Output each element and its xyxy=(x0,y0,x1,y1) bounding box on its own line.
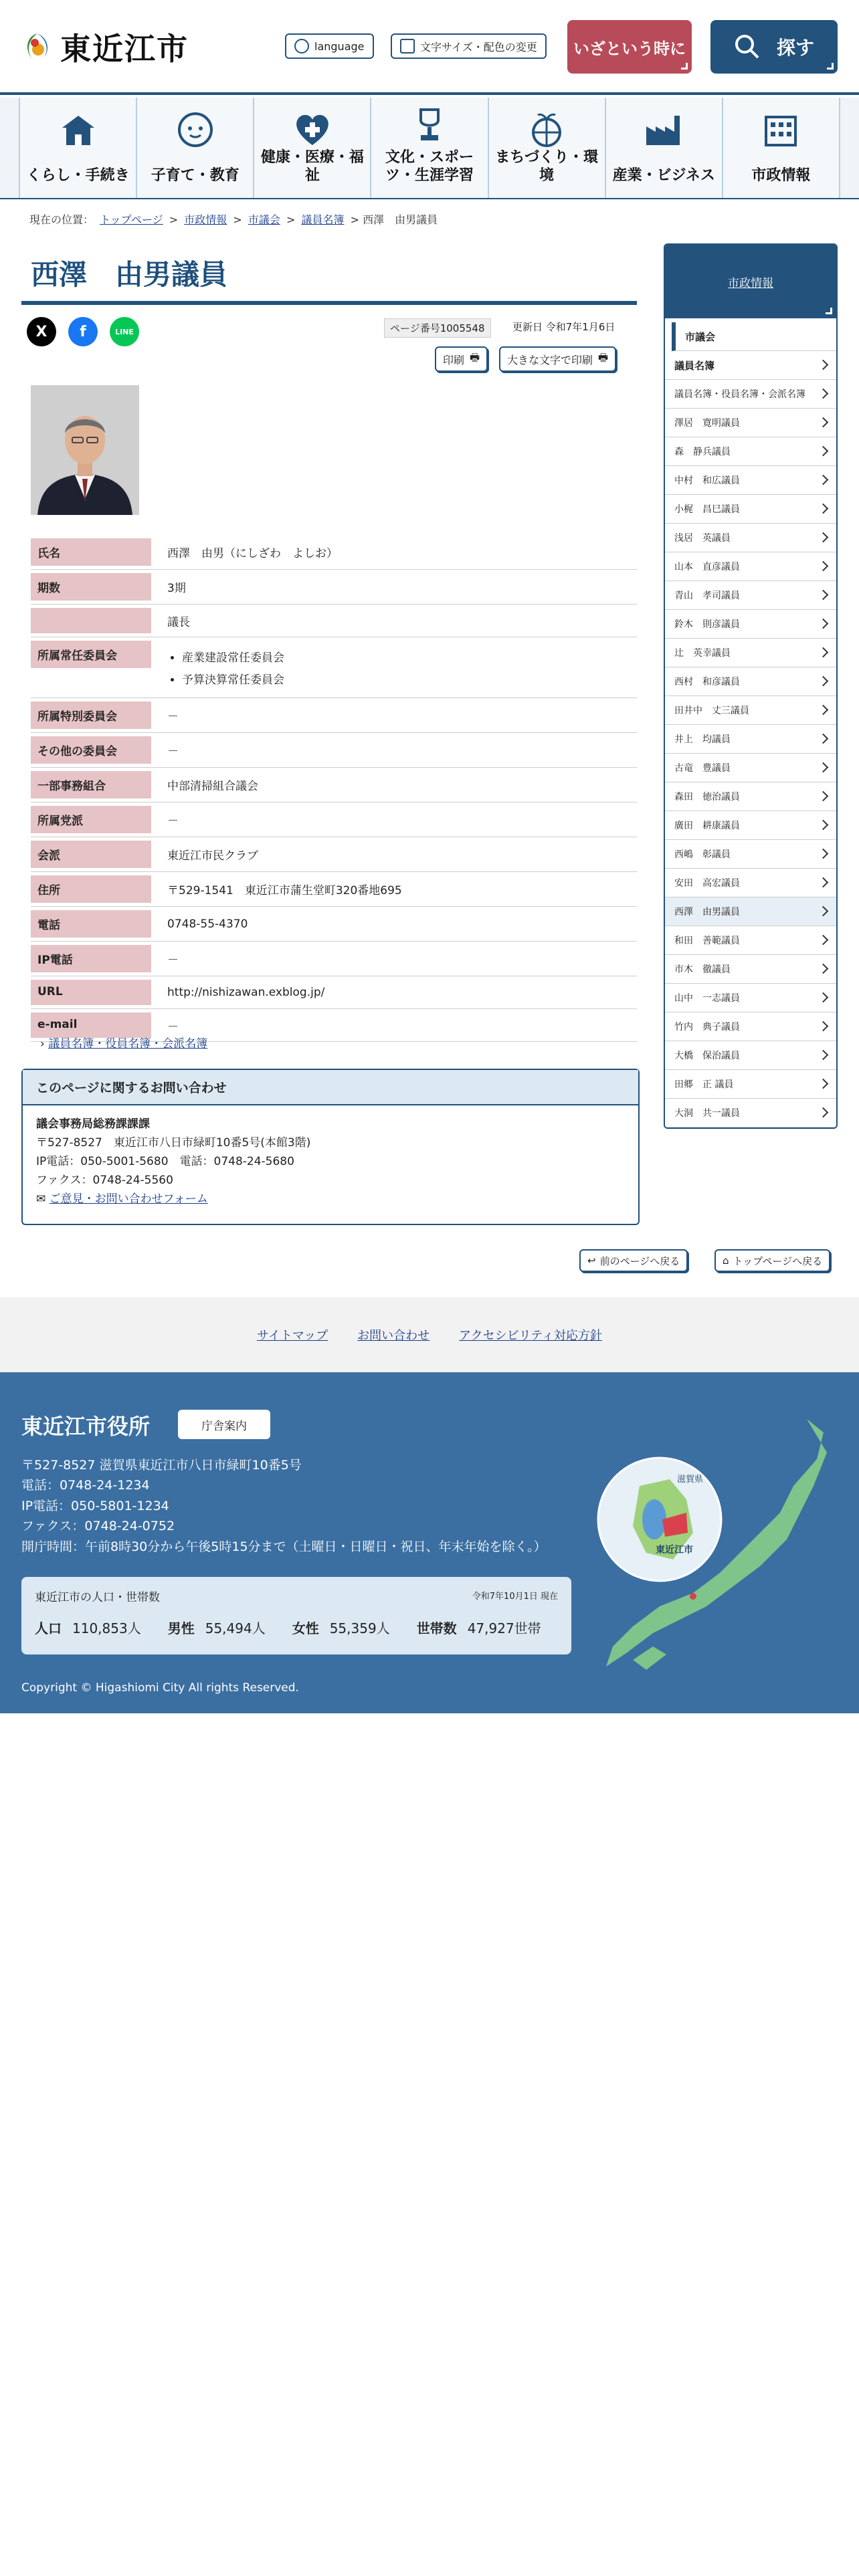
search-label: 探す xyxy=(776,37,814,59)
sidebar-item[interactable]: 古竜 豊議員 xyxy=(665,754,836,782)
population-households: 47,927世帯 xyxy=(467,1620,541,1636)
house-icon xyxy=(58,111,98,148)
profile-value: 〒529-1541 東近江市蒲生堂町320番地695 xyxy=(167,884,402,897)
share-buttons xyxy=(27,317,139,346)
profile-row xyxy=(31,768,637,802)
gnav-label: 市政情報 xyxy=(751,167,811,184)
profile-key: 住所 xyxy=(31,875,151,903)
profile-key: 期数 xyxy=(31,573,151,601)
textsize-button[interactable] xyxy=(391,33,547,59)
footer-links xyxy=(0,1297,859,1372)
roster-link-text[interactable]: 議員名簿・役員名簿・会派名簿 xyxy=(48,1037,208,1051)
footer-city-office: 東近江市役所 xyxy=(21,1414,151,1439)
profile-key: 一部事務組合 xyxy=(31,771,151,798)
footer-fax: ファクス：0748-24-0752 xyxy=(21,1519,175,1534)
building-icon xyxy=(761,111,801,148)
contact-dept: 議会事務局総務課課課 xyxy=(36,1117,150,1131)
profile-key: 電話 xyxy=(31,910,151,938)
footer-address-block xyxy=(21,1455,547,1557)
sidebar-item[interactable]: 竹内 典子議員 xyxy=(665,1012,836,1041)
profile-key: IP電話 xyxy=(31,945,151,972)
sidebar-item[interactable]: 澤居 寛明議員 xyxy=(665,409,836,437)
sidebar-item[interactable]: 田郷 正 議員 xyxy=(665,1070,836,1099)
sidebar-item[interactable]: 鈴木 則彦議員 xyxy=(665,610,836,639)
gnav-label: くらし・手続き xyxy=(26,167,130,184)
mail-icon: ✉ xyxy=(36,1192,46,1206)
page-number: ページ番号1005548 xyxy=(384,318,491,338)
profile-row xyxy=(31,637,637,698)
footer-phone: 電話：0748-24-1234 xyxy=(21,1478,150,1493)
gnav-item-childcare[interactable] xyxy=(136,98,253,198)
corner-mark-icon xyxy=(826,308,832,314)
office-guide-button[interactable] xyxy=(178,1410,270,1439)
profile-value: 東近江市民クラブ xyxy=(167,849,258,863)
sidebar-item[interactable]: 市木 徹議員 xyxy=(665,955,836,984)
profile-value: － xyxy=(167,815,179,828)
sidebar xyxy=(664,243,838,1129)
sidebar-subsection[interactable]: 議員名簿 xyxy=(665,351,836,380)
prev-page-label: 前のページへ戻る xyxy=(599,1255,680,1267)
page-title: 西澤 由男議員 xyxy=(31,258,228,291)
contact-phones: IP電話：050-5001-5680 電話：0748-24-5680 xyxy=(36,1155,294,1169)
sidebar-item[interactable]: 井上 均議員 xyxy=(665,725,836,754)
sidebar-item[interactable]: 議員名簿・役員名簿・会派名簿 xyxy=(665,380,836,409)
global-nav xyxy=(0,98,859,199)
profile-value: － xyxy=(167,745,179,758)
heart-cross-icon xyxy=(292,111,332,148)
sidebar-item[interactable]: 森 静兵議員 xyxy=(665,437,836,466)
breadcrumb-separator: > xyxy=(233,213,242,226)
top-page-label: トップページへ戻る xyxy=(733,1255,823,1267)
print-label: 印刷 xyxy=(443,353,465,366)
site-logo[interactable] xyxy=(20,25,189,68)
map-city-label: 東近江市 xyxy=(656,1544,693,1555)
printer-icon: 🖶 xyxy=(470,350,480,364)
profile-value: － xyxy=(167,710,179,724)
gnav-item-town[interactable] xyxy=(488,98,605,198)
sidebar-item[interactable]: 廣田 耕康議員 xyxy=(665,811,836,840)
sidebar-list xyxy=(665,380,836,1128)
population-total-label: 人口 xyxy=(35,1620,62,1636)
corner-mark-icon xyxy=(681,63,688,70)
gnav-item-culture[interactable] xyxy=(370,98,487,198)
prev-page-button[interactable] xyxy=(579,1249,688,1272)
site-name: 東近江市 xyxy=(60,31,189,67)
gnav-item-cityinfo[interactable] xyxy=(722,98,840,198)
facebook-label: f xyxy=(80,323,86,340)
breadcrumb-link-council[interactable]: 市議会 xyxy=(248,213,280,226)
breadcrumb-separator: > xyxy=(169,213,179,226)
page-title-block xyxy=(21,246,637,305)
sidebar-item[interactable]: 辻 英幸議員 xyxy=(665,639,836,667)
profile-row xyxy=(31,942,637,976)
profile-row xyxy=(31,872,637,907)
sidebar-item[interactable]: 西嶋 彰議員 xyxy=(665,840,836,869)
profile-value: － xyxy=(167,1020,179,1034)
accessibility-link[interactable]: アクセシビリティ対応方針 xyxy=(459,1329,602,1343)
language-button[interactable] xyxy=(285,33,374,59)
textsize-label: 文字サイズ・配色の変更 xyxy=(420,40,537,53)
footer-ip-phone: IP電話：050-5801-1234 xyxy=(21,1498,169,1513)
printer-icon: 🖶 xyxy=(598,350,609,364)
gnav-label: 産業・ビジネス xyxy=(612,167,715,184)
breadcrumb-link-top[interactable]: トップページ xyxy=(100,213,163,226)
map-pref-label: 滋賀県 xyxy=(677,1474,704,1484)
search-icon xyxy=(734,33,761,60)
profile-key: e-mail xyxy=(31,1012,151,1038)
sidebar-item[interactable]: 西澤 由男議員 xyxy=(665,897,836,926)
trophy-icon xyxy=(409,107,450,144)
breadcrumb-separator: > xyxy=(286,213,296,226)
globe-sprout-icon xyxy=(527,111,567,148)
gnav-label: 子育て・教育 xyxy=(151,167,240,184)
japan-map-illustration xyxy=(593,1406,834,1673)
search-button[interactable] xyxy=(710,20,838,74)
population-date: 令和7年10月1日 現在 xyxy=(472,1592,558,1602)
top-page-button[interactable] xyxy=(714,1249,830,1272)
language-label: language xyxy=(314,39,365,53)
sidebar-heading-link[interactable]: 市政情報 xyxy=(728,276,773,290)
breadcrumb xyxy=(29,211,438,227)
gnav-item-health[interactable] xyxy=(253,98,370,198)
updated-date: 更新日 令和7年1月6日 xyxy=(512,321,615,333)
large-print-label: 大きな文字で印刷 xyxy=(507,353,593,366)
profile-row xyxy=(31,605,637,637)
footer-address: 〒527-8527 滋賀県東近江市八日市緑町10番5号 xyxy=(21,1458,302,1473)
gnav-label: 健康・医療・福祉 xyxy=(260,149,364,184)
profile-row xyxy=(31,733,637,768)
x-share-icon[interactable] xyxy=(27,317,56,346)
profile-key: 所属特別委員会 xyxy=(31,702,151,729)
x-label: X xyxy=(35,323,47,340)
contact-address: 〒527-8527 東近江市八日市緑町10番5号(本館3階) xyxy=(36,1136,311,1150)
population-female-label: 女性 xyxy=(292,1620,319,1636)
profile-row xyxy=(31,907,637,942)
councilor-photo xyxy=(31,385,139,515)
gnav-label: 文化・スポーツ・生涯学習 xyxy=(385,149,474,184)
sidebar-item[interactable]: 田井中 丈三議員 xyxy=(665,696,836,725)
sidebar-item[interactable]: 和田 善範議員 xyxy=(665,926,836,955)
sidebar-item[interactable]: 大洞 共一議員 xyxy=(665,1099,836,1128)
sidebar-header xyxy=(665,245,836,318)
breadcrumb-link-cityinfo[interactable]: 市政情報 xyxy=(184,213,227,226)
footer-hours: 開庁時間：午前8時30分から午後5時15分まで（土曜日・日曜日・祝日、年末年始を除く。） xyxy=(21,1539,547,1554)
baby-face-icon xyxy=(175,111,215,148)
committee-item: • 予算決算常任委員会 xyxy=(182,670,621,687)
population-households-label: 世帯数 xyxy=(416,1620,457,1636)
profile-value: http://nishizawan.exblog.jp/ xyxy=(167,986,325,999)
profile-value: － xyxy=(167,954,179,967)
profile-row xyxy=(31,698,637,733)
site-header xyxy=(0,0,859,95)
profile-key xyxy=(31,608,151,633)
sidebar-item[interactable]: 西村 和彦議員 xyxy=(665,667,836,696)
sidebar-item[interactable]: 青山 孝司議員 xyxy=(665,581,836,610)
sidebar-item[interactable]: 小梶 昌巳議員 xyxy=(665,495,836,524)
profile-value: 3期 xyxy=(167,582,186,595)
sidebar-item[interactable]: 安田 高宏議員 xyxy=(665,869,836,897)
profile-value: 0748-55-4370 xyxy=(167,917,248,931)
factory-icon xyxy=(644,111,684,148)
sidebar-item[interactable]: 浅居 英議員 xyxy=(665,524,836,552)
population-female: 55,359人 xyxy=(329,1620,390,1636)
line-label: LINE xyxy=(115,327,134,336)
line-share-icon[interactable] xyxy=(110,317,139,346)
profile-value: 議長 xyxy=(167,615,190,629)
sidebar-item[interactable]: 大橋 保治議員 xyxy=(665,1041,836,1070)
emergency-label: いざという時に xyxy=(573,39,686,58)
profile-key: 所属党派 xyxy=(31,806,151,833)
contact-form-link-text[interactable]: ご意見・お問い合わせフォーム xyxy=(49,1192,208,1206)
population-male: 55,494人 xyxy=(205,1620,266,1636)
site-footer xyxy=(0,1372,859,1713)
profile-row xyxy=(31,976,637,1009)
profile-value xyxy=(151,637,637,697)
sidebar-section[interactable]: 市議会 xyxy=(672,322,836,351)
sidebar-item[interactable]: 森田 徳治議員 xyxy=(665,782,836,811)
committee-item: • 産業建設常任委員会 xyxy=(182,648,621,665)
profile-key: 所属常任委員会 xyxy=(31,641,151,668)
return-arrow-icon: ↩ xyxy=(587,1255,596,1267)
sidebar-item[interactable]: 山本 直彦議員 xyxy=(665,552,836,581)
population-total: 110,853人 xyxy=(72,1620,141,1636)
gnav-item-industry[interactable] xyxy=(605,98,722,198)
sitemap-link[interactable]: サイトマップ xyxy=(257,1329,328,1343)
population-box xyxy=(21,1577,571,1654)
roster-back-link[interactable] xyxy=(40,1034,207,1051)
facebook-share-icon[interactable] xyxy=(68,317,98,346)
contact-box xyxy=(21,1069,640,1225)
population-male-label: 男性 xyxy=(167,1620,195,1636)
city-emblem-icon xyxy=(20,29,55,64)
chevron-right-icon: › xyxy=(40,1037,45,1051)
globe-icon xyxy=(294,39,309,53)
corner-mark-icon xyxy=(827,63,834,70)
large-print-button[interactable] xyxy=(499,346,616,372)
profile-row xyxy=(31,802,637,837)
gnav-label: まちづくり・環境 xyxy=(495,149,599,184)
profile-key: 氏名 xyxy=(31,538,151,566)
home-icon: ⌂ xyxy=(723,1255,729,1267)
contact-form-link[interactable] xyxy=(36,1190,625,1208)
profile-row xyxy=(31,570,637,605)
gnav-item-living[interactable] xyxy=(19,98,136,198)
inquiry-link[interactable]: お問い合わせ xyxy=(357,1329,430,1343)
print-button[interactable] xyxy=(435,346,488,372)
contact-fax: ファクス：0748-24-5560 xyxy=(36,1174,173,1188)
contact-heading: このページに関するお問い合わせ xyxy=(23,1070,638,1105)
profile-value: 中部清掃組合議会 xyxy=(167,780,258,793)
population-title: 東近江市の人口・世帯数 xyxy=(35,1591,160,1604)
sidebar-item[interactable]: 中村 和広議員 xyxy=(665,466,836,495)
profile-row xyxy=(31,837,637,872)
sidebar-item[interactable]: 山中 一志議員 xyxy=(665,984,836,1012)
profile-key: 会派 xyxy=(31,841,151,868)
profile-table xyxy=(31,535,637,1042)
breadcrumb-link-roster[interactable]: 議員名簿 xyxy=(301,213,345,226)
copyright: Copyright © Higashiomi City All rights Reserved. xyxy=(21,1681,299,1695)
profile-value: 西澤 由男（にしざわ よしお） xyxy=(167,547,338,560)
palette-icon xyxy=(400,39,415,53)
emergency-button[interactable] xyxy=(567,20,692,74)
profile-row xyxy=(31,535,637,570)
breadcrumb-separator: > xyxy=(350,213,359,226)
office-guide-label: 庁舎案内 xyxy=(201,1419,247,1433)
profile-key: その他の委員会 xyxy=(31,736,151,764)
profile-key: URL xyxy=(31,980,151,1005)
breadcrumb-prefix: 現在の位置： xyxy=(29,213,94,226)
breadcrumb-current: 西澤 由男議員 xyxy=(363,213,438,226)
